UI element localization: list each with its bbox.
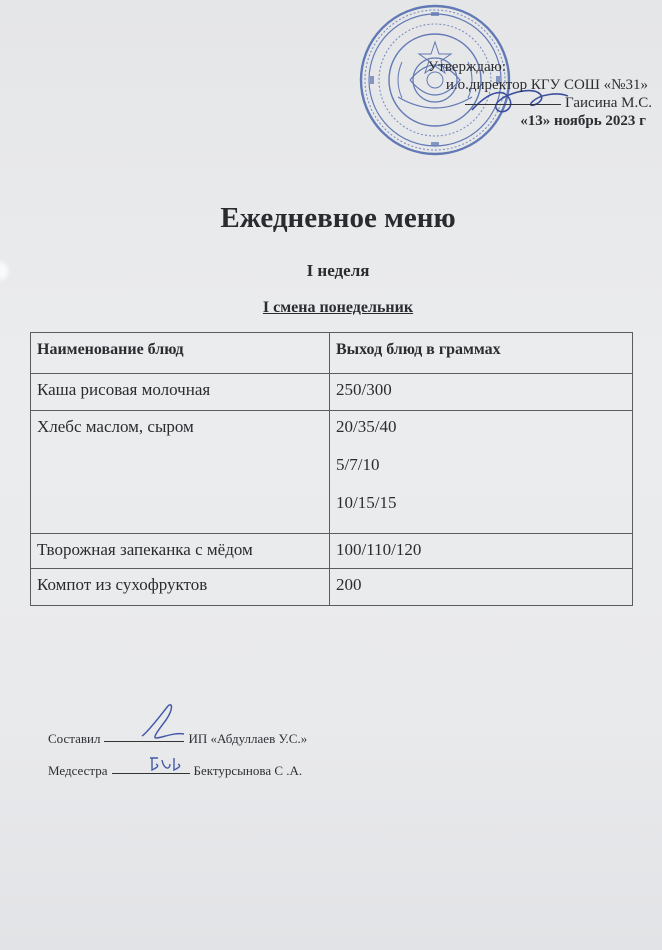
compiled-by-line	[48, 731, 307, 747]
table-row	[31, 374, 633, 411]
approval-name: Гаисина М.С.	[565, 95, 652, 111]
shift-label: I смена понедельник	[262, 299, 414, 316]
dish-name: Творожная запеканка с мёдом	[31, 534, 330, 569]
approval-position: и.о.директор КГУ СОШ «№31»	[445, 77, 648, 93]
week-heading: I неделя	[306, 261, 370, 280]
document-title: Ежедневное меню	[220, 202, 456, 234]
dish-name: Компот из сухофруктов	[31, 569, 330, 606]
signature-line	[465, 104, 561, 105]
nurse-line	[48, 763, 302, 779]
signature-line	[112, 773, 190, 774]
output-value: 10/15/15	[336, 493, 397, 512]
output-value: 20/35/40	[336, 417, 397, 436]
nurse-name: Бектурсынова С .А.	[193, 763, 303, 778]
compiled-label: Составил	[48, 731, 101, 746]
dish-output: 250/300	[330, 374, 633, 411]
approval-block	[428, 58, 652, 130]
table-row	[31, 534, 633, 569]
approval-name-line	[428, 94, 652, 112]
dish-name: Хлебс маслом, сыром	[31, 411, 330, 534]
shift-heading	[0, 299, 662, 317]
table-row	[31, 569, 633, 606]
approval-date: «13» ноябрь 2023 г	[520, 113, 646, 129]
table-row	[31, 411, 633, 534]
column-header-output: Выход блюд в граммах	[330, 333, 633, 374]
dish-name: Каша рисовая молочная	[31, 374, 330, 411]
signature-line	[104, 741, 184, 742]
menu-table	[30, 332, 633, 606]
column-header-dish: Наименование блюд	[31, 333, 330, 374]
output-value: 5/7/10	[336, 455, 380, 474]
compiled-name: ИП «Абдуллаев У.С.»	[188, 731, 308, 746]
dish-output: 100/110/120	[330, 534, 633, 569]
approval-label: Утверждаю:	[427, 59, 506, 75]
dish-output: 200	[330, 569, 633, 606]
dish-output	[330, 411, 633, 534]
table-header-row	[31, 333, 633, 374]
nurse-label: Медсестра	[48, 763, 108, 778]
